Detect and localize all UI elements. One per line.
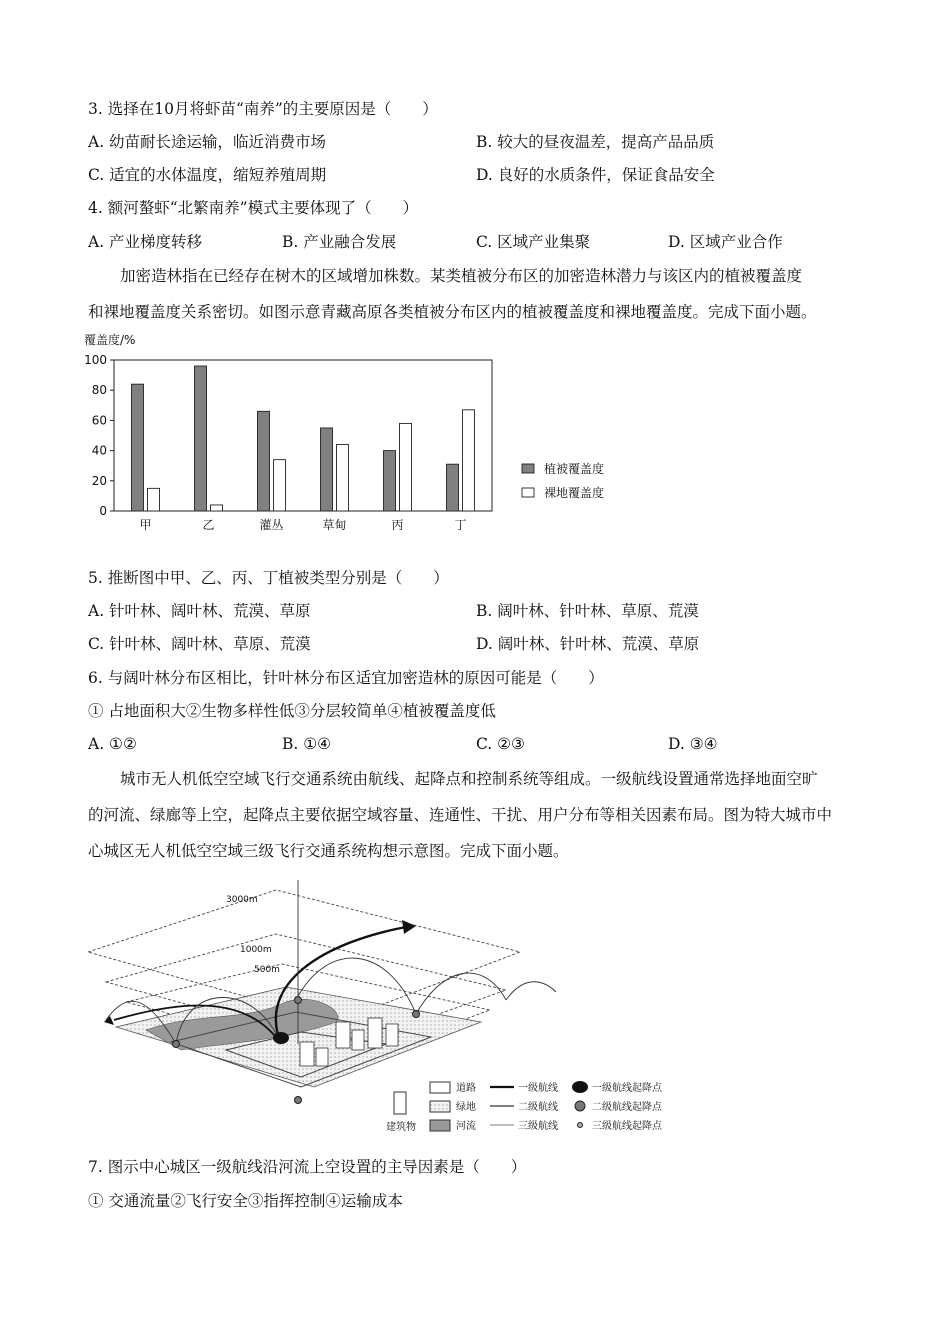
y-axis-label: 覆盖度/% [84, 333, 136, 347]
q4-option-d: D. 区域产业合作 [668, 233, 783, 251]
q5-option-c: C. 针叶林、阔叶林、草原、荒漠 [88, 635, 311, 653]
legend-route3: 三级航线 [518, 1121, 558, 1132]
legend-road: 道路 [456, 1083, 476, 1094]
q5-option-d: D. 阔叶林、针叶林、荒漠、草原 [476, 635, 700, 653]
diagram-legend [386, 1081, 663, 1133]
legend-swatch [522, 464, 534, 473]
legend-label: 植被覆盖度 [544, 462, 605, 476]
q4-option-a: A. 产业梯度转移 [88, 233, 203, 251]
bar-bare-1 [211, 505, 223, 511]
legend-river: 河流 [456, 1121, 476, 1132]
y-tick-label: 80 [91, 383, 107, 398]
x-tick-label: 草甸 [322, 518, 347, 532]
q5-option-b: B. 阔叶林、针叶林、草原、荒漠 [476, 602, 699, 620]
altitude-500-label: 500m [254, 965, 280, 975]
x-tick-label: 丙 [391, 518, 404, 532]
x-tick-label: 丁 [454, 518, 467, 532]
y-tick-label: 20 [91, 473, 107, 488]
legend-route2: 二级航线 [518, 1102, 558, 1113]
bar-vegetation-4 [384, 451, 396, 511]
passage2-line3: 心城区无人机低空空域三级飞行交通系统构想示意图。完成下面小题。 [88, 842, 569, 860]
q4-option-b: B. 产业融合发展 [282, 233, 397, 251]
q3-option-b: B. 较大的昼夜温差，提高产品品质 [476, 133, 715, 151]
y-tick-label: 60 [91, 413, 107, 428]
x-tick-label: 灌丛 [259, 518, 284, 532]
bar-bare-4 [400, 423, 412, 511]
q6-option-c: C. ②③ [476, 735, 525, 753]
bar-vegetation-3 [321, 428, 333, 511]
q7-stem: 7. 图示中心城区一级航线沿河流上空设置的主导因素是（ ） [88, 1158, 527, 1176]
altitude-3000-label: 3000m [226, 895, 258, 905]
bar-vegetation-2 [258, 411, 270, 511]
bar-vegetation-5 [447, 464, 459, 511]
legend-swatch [522, 488, 534, 497]
legend-point1: 一级航线起降点 [592, 1083, 662, 1094]
secondary-landing-point [173, 1041, 180, 1048]
altitude-1000-label: 1000m [240, 945, 272, 955]
legend-route1: 一级航线 [518, 1083, 558, 1094]
x-tick-label: 乙 [202, 518, 215, 532]
bar-bare-5 [463, 410, 475, 511]
q7-items: ① 交通流量②飞行安全③指挥控制④运输成本 [88, 1192, 403, 1210]
legend-label: 裸地覆盖度 [544, 486, 605, 500]
legend-point2: 二级航线起降点 [592, 1102, 662, 1113]
y-tick-label: 40 [91, 443, 107, 458]
q6-stem: 6. 与阔叶林分布区相比，针叶林分布区适宜加密造林的原因可能是（ ） [88, 669, 604, 687]
passage1-line2: 和裸地覆盖度关系密切。如图示意青藏高原各类植被分布区内的植被覆盖度和裸地覆盖度。完成下面小题。 [88, 303, 817, 321]
legend-point3: 三级航线起降点 [592, 1121, 662, 1132]
bar-bare-3 [337, 445, 349, 511]
y-tick-label: 100 [84, 353, 107, 367]
drone-airspace-diagram [86, 872, 686, 1140]
q3-option-c: C. 适宜的水体温度，缩短养殖周期 [88, 166, 327, 184]
x-tick-label: 甲 [139, 518, 152, 532]
q6-option-b: B. ①④ [282, 735, 332, 753]
bar-bare-2 [274, 460, 286, 511]
primary-landing-point [273, 1032, 289, 1044]
y-tick-label: 0 [99, 504, 107, 518]
q4-stem: 4. 额河螯虾“北繁南养”模式主要体现了（ ） [88, 199, 419, 217]
bar-vegetation-0 [132, 384, 144, 511]
q5-option-a: A. 针叶林、阔叶林、荒漠、草原 [88, 602, 311, 620]
passage1-line1: 加密造林指在已经存在树木的区域增加株数。某类植被分布区的加密造林潜力与该区内的植被覆盖度 [120, 267, 803, 285]
q6-option-a: A. ①② [88, 735, 137, 753]
q3-option-a: A. 幼苗耐长途运输，临近消费市场 [88, 133, 327, 151]
q6-option-d: D. ③④ [668, 735, 718, 753]
q3-option-d: D. 良好的水质条件，保证食品安全 [476, 166, 715, 184]
legend-green: 绿地 [456, 1102, 476, 1113]
q5-stem: 5. 推断图中甲、乙、丙、丁植被类型分别是（ ） [88, 569, 449, 587]
plot-frame [114, 360, 492, 511]
q6-items: ① 占地面积大②生物多样性低③分层较简单④植被覆盖度低 [88, 702, 496, 720]
passage2-line2: 的河流、绿廊等上空，起降点主要依据空域容量、连通性、干扰、用户分布等相关因素布局。图为特大城市中 [88, 806, 833, 824]
passage2-line1: 城市无人机低空空域飞行交通系统由航线、起降点和控制系统等组成。一级航线设置通常选择地面空旷 [120, 770, 818, 788]
q4-option-c: C. 区域产业集聚 [476, 233, 591, 251]
legend-building: 建筑物 [386, 1122, 416, 1133]
bar-bare-0 [148, 488, 160, 511]
coverage-bar-chart [82, 328, 642, 546]
q3-stem: 3. 选择在10月将虾苗“南养”的主要原因是（ ） [88, 100, 438, 118]
bar-vegetation-1 [195, 366, 207, 511]
